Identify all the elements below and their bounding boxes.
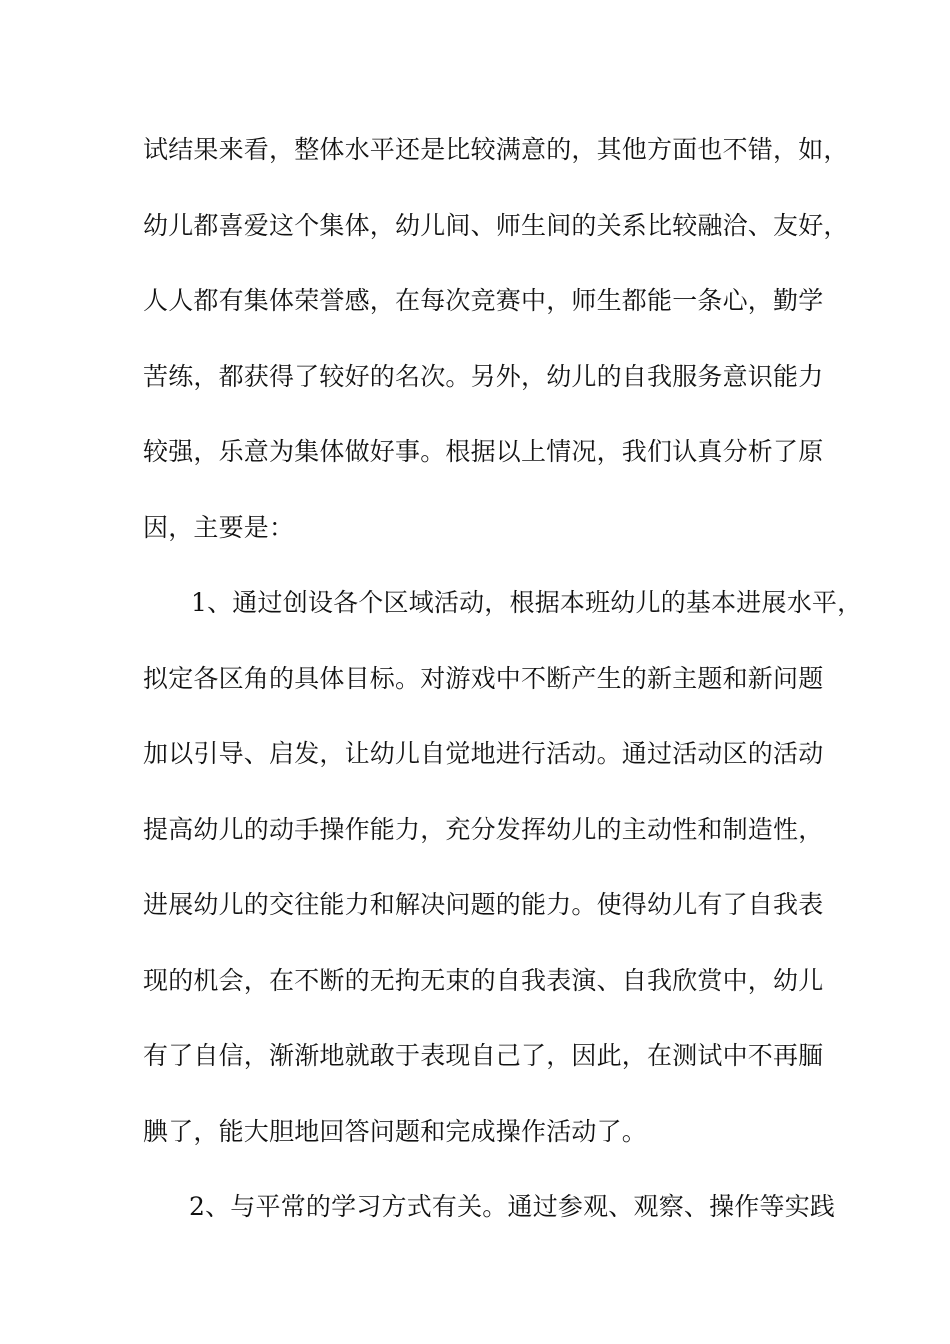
paragraph-2-start: 2、与平常的学习方式有关。通过参观、观察、操作等实践 (189, 1192, 836, 1221)
text-line-5: 较强，乐意为集体做好事。根据以上情况，我们认真分析了原 (143, 437, 824, 466)
text-line-4: 苦练，都获得了较好的名次。另外，幼儿的自我服务意识能力 (143, 361, 824, 391)
text-line-3: 人人都有集体荣誉感，在每次竞赛中，师生都能一条心，勤学 (143, 286, 824, 315)
body-text (143, 127, 863, 1260)
text-line-13: 有了自信，渐渐地就敢于表现自己了，因此，在测试中不再腼 (143, 1041, 824, 1070)
text-line-2: 幼儿都喜爱这个集体，幼儿间、师生间的关系比较融洽、友好， (143, 210, 849, 240)
text-line-14: 腆了，能大胆地回答问题和完成操作活动了。 (143, 1116, 648, 1146)
text-line-6: 因，主要是： (143, 512, 295, 542)
text-line-1: 试结果来看，整体水平还是比较满意的，其他方面也不错，如， (143, 135, 849, 164)
text-line-12: 现的机会，在不断的无拘无束的自我表演、自我欣赏中，幼儿 (143, 965, 824, 995)
text-line-9: 加以引导、启发，让幼儿自觉地进行活动。通过活动区的活动 (143, 739, 824, 768)
paragraph-1-start: 1、通过创设各个区域活动，根据本班幼儿的基本进展水平， (191, 588, 863, 617)
text-line-10: 提高幼儿的动手操作能力，充分发挥幼儿的主动性和制造性， (143, 814, 824, 844)
text-line-8: 拟定各区角的具体目标。对游戏中不断产生的新主题和新问题 (143, 663, 824, 693)
text-line-11: 进展幼儿的交往能力和解决问题的能力。使得幼儿有了自我表 (143, 890, 824, 919)
